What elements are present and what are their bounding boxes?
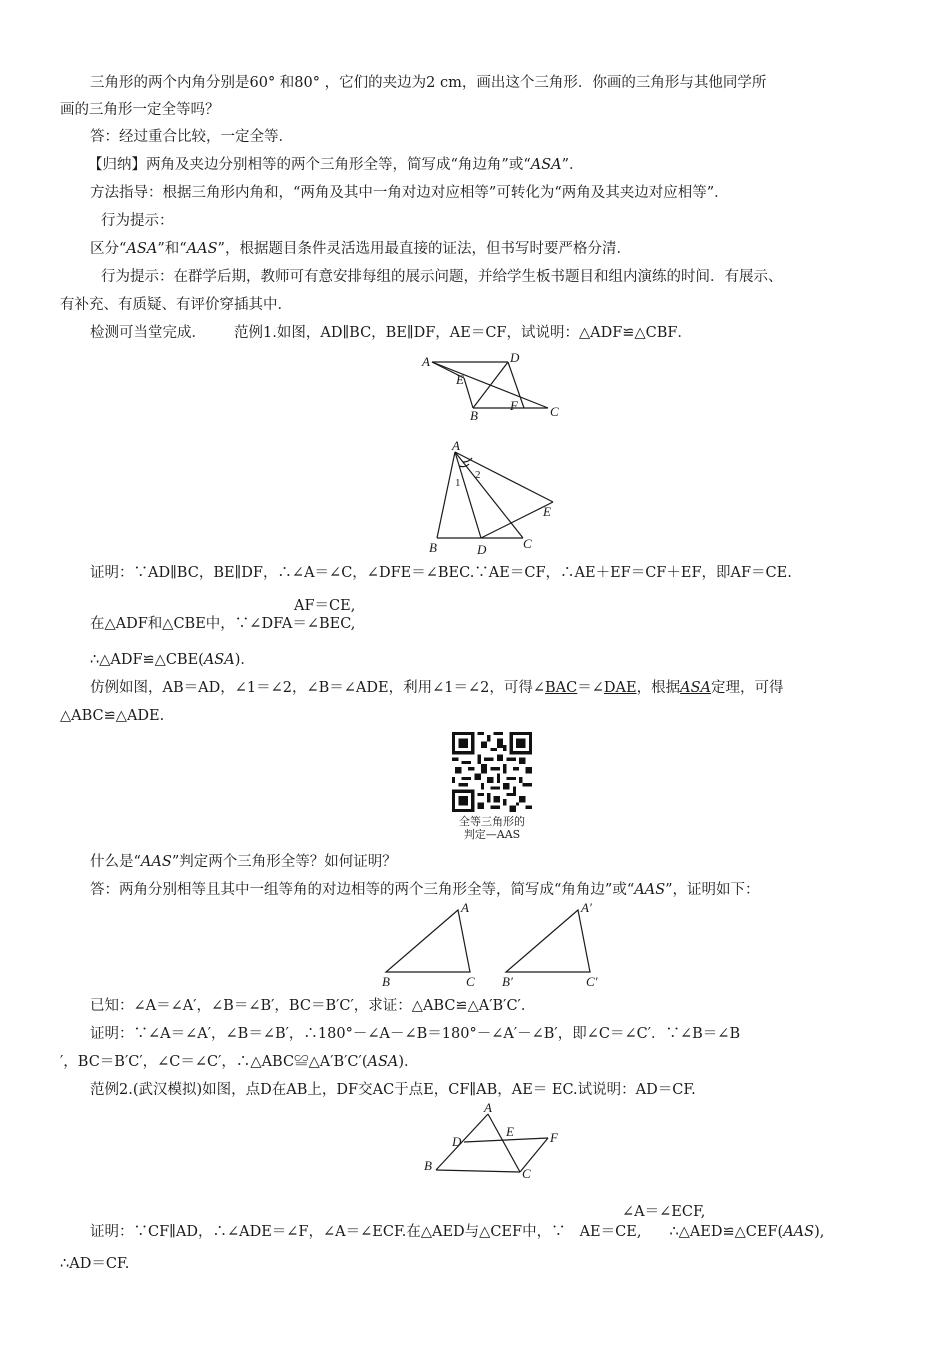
behavior-tip-label: 行为提示：	[101, 213, 174, 229]
aas-question: 什么是“AAS”判定两个三角形全等？如何证明？	[90, 854, 397, 870]
fig3-label-A: A	[461, 900, 469, 915]
behavior-tip-line2: 有补充、有质疑、有评价穿插其中．	[60, 297, 292, 313]
fig2-label-B: B	[429, 540, 437, 555]
problem-intro-line2: 画的三角形一定全等吗？	[60, 102, 220, 118]
fig3-label-B-prime: B′	[502, 974, 513, 989]
fig2-label-C: C	[523, 536, 532, 551]
fig3-label-A-prime: A′	[581, 900, 592, 915]
proof1-system-top: AF＝CE,	[294, 598, 356, 614]
problem-intro-line1: 三角形的两个内角分别是60° 和80° ，它们的夹边为2 cm，画出这个三角形．你画的三角形与其他同学所	[90, 75, 767, 91]
proof1-line1: 证明：∵AD∥BC，BE∥DF，∴∠A＝∠C，∠DFE＝∠BEC.∵AE＝CF，∴AE＋EF＝CF＋EF，即AF＝CE.	[90, 565, 792, 581]
fig1-label-B: B	[470, 408, 478, 422]
figure-fang-example	[425, 438, 565, 558]
figure-example1	[418, 350, 568, 422]
example2-proof-line1: 证明：∵CF∥AD，∴∠ADE＝∠F，∠A＝∠ECF.在△AED与△CEF中，∵ AE＝CE, ∴△AED≌△CEF(AAS),	[90, 1224, 825, 1240]
fig4-label-F: F	[550, 1130, 558, 1145]
fang-example-line2: △ABC≌△ADE.	[60, 708, 165, 724]
qr-caption: 全等三角形的 判定—AAS	[459, 815, 525, 841]
summary-line: 【归纳】两角及夹边分别相等的两个三角形全等，简写成“角边角”或“ASA”．	[88, 157, 584, 173]
aas-proof-line1: 证明：∵∠A＝∠A′，∠B＝∠B′，∴180°－∠A－∠B＝180°－∠A′－∠B′，即∠C＝∠C′．∵∠B＝∠B	[90, 1026, 741, 1042]
fig1-label-E: E	[456, 372, 464, 387]
fig4-label-A: A	[484, 1100, 492, 1115]
fig4-label-B: B	[424, 1158, 432, 1173]
figure-example2	[418, 1100, 568, 1185]
method-guide-line: 方法指导：根据三角形内角和，“两角及其中一角对边对应相等”可转化为“两角及其夹边对应相等”．	[90, 185, 729, 201]
fang-example-line1: 仿例如图，AB＝AD，∠1＝∠2，∠B＝∠ADE，利用∠1＝∠2，可得∠BAC＝∠DAE，根据ASA定理，可得	[90, 680, 784, 696]
fig3-label-B: B	[382, 974, 390, 989]
fig2-label-1: 1	[455, 477, 461, 489]
asa-aas-distinction: 区分“ASA”和“AAS”，根据题目条件灵活选用最直接的证法，但书写时要严格分清．	[90, 241, 631, 257]
fig3-label-C: C	[466, 974, 475, 989]
aas-proof-line2: ′，BC＝B′C′，∠C＝∠C′，∴△ABC≌△A′B′C′(ASA)．	[60, 1054, 419, 1070]
fig2-label-E: E	[543, 504, 551, 519]
aas-known: 已知：∠A＝∠A′，∠B＝∠B′，BC＝B′C′，求证：△ABC≌△A′B′C′．	[90, 998, 536, 1014]
fig1-label-C: C	[550, 404, 559, 419]
fig1-label-F: F	[510, 398, 518, 413]
answer-line: 答：经过重合比较，一定全等．	[90, 129, 293, 145]
example2-system-top: ∠A＝∠ECF,	[622, 1204, 706, 1220]
proof1-conclusion: ∴△ADF≌△CBE(ASA)．	[90, 652, 255, 668]
fig3-label-C-prime: C′	[586, 974, 598, 989]
figure-aas-triangles	[378, 900, 608, 990]
fig1-label-A: A	[422, 354, 430, 369]
fig2-label-2: 2	[475, 469, 481, 481]
qr-code-image[interactable]	[452, 732, 532, 812]
aas-answer: 答：两角分别相等且其中一组等角的对边相等的两个三角形全等，简写成“角角边”或“AAS”，证明如下：	[90, 882, 760, 898]
proof1-line2: 在△ADF和△CBE中，∵∠DFA＝∠BEC,	[90, 616, 356, 632]
example1-statement: 检测可当堂完成． 范例1.如图，AD∥BC，BE∥DF，AE＝CF，试说明：△ADF≌△CBF．	[90, 325, 692, 341]
behavior-tip-line1: 行为提示：在群学后期，教师可有意安排每组的展示问题，并给学生板书题目和组内演练的时间．有展示、	[101, 269, 783, 285]
fig4-label-C: C	[522, 1166, 531, 1181]
fig4-label-E: E	[506, 1124, 514, 1139]
fig4-label-D: D	[452, 1134, 462, 1149]
fig2-label-D: D	[477, 542, 487, 557]
fig1-label-D: D	[510, 350, 520, 365]
fig2-label-A: A	[452, 438, 460, 453]
example2-statement: 范例2.(武汉模拟)如图，点D在AB上，DF交AC于点E，CF∥AB，AE＝ EC.试说明：AD＝CF.	[90, 1082, 696, 1098]
example2-conclusion: ∴AD＝CF.	[60, 1256, 130, 1272]
